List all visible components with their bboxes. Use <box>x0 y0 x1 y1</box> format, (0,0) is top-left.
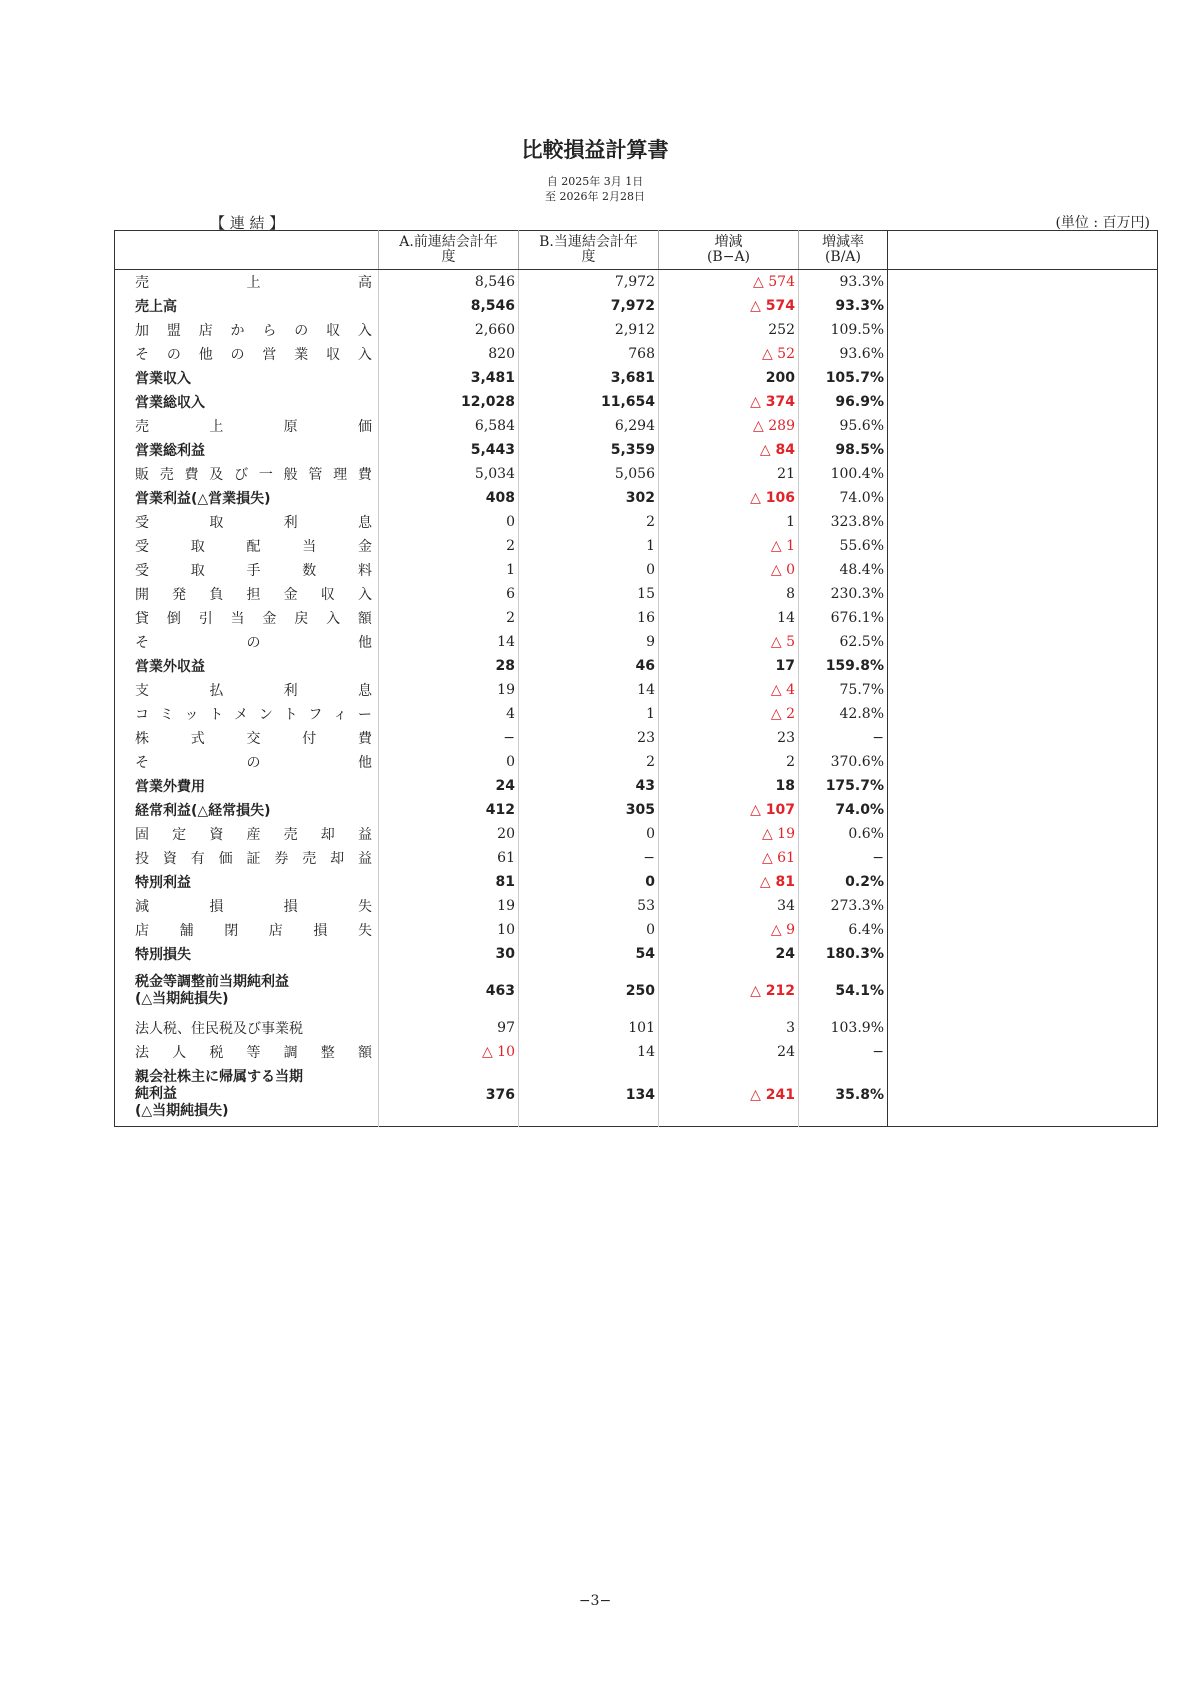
table-row <box>115 462 1158 486</box>
table-row <box>115 1040 1158 1064</box>
row-label: コ ミ ッ ト メ ン ト フ ィ ー <box>135 707 372 723</box>
cell-diff: △ 241 <box>659 1064 799 1126</box>
cell-rate: − <box>799 726 888 750</box>
table-row <box>115 942 1158 966</box>
cell-rate: 370.6% <box>799 750 888 774</box>
blank-cell <box>888 414 1158 438</box>
row-label: そ の 他 の 営 業 収 入 <box>135 347 372 363</box>
table-row <box>115 582 1158 606</box>
cell-a: 408 <box>379 486 519 510</box>
header-item <box>115 231 379 270</box>
row-label: 売 上 高 <box>135 275 372 291</box>
row-label: 法 人 税 等 調 整 額 <box>135 1045 372 1061</box>
header-prior-year: A.前連結会計年 度 <box>379 231 519 270</box>
cell-a: 8,546 <box>379 270 519 295</box>
cell-a: 14 <box>379 630 519 654</box>
cell-a: 19 <box>379 894 519 918</box>
blank-cell <box>888 1064 1158 1126</box>
cell-a: 6,584 <box>379 414 519 438</box>
cell-b: 302 <box>519 486 659 510</box>
cell-a: 412 <box>379 798 519 822</box>
blank-cell <box>888 750 1158 774</box>
table-row <box>115 438 1158 462</box>
cell-diff: 17 <box>659 654 799 678</box>
cell-rate: 159.8% <box>799 654 888 678</box>
cell-b: 53 <box>519 894 659 918</box>
row-label: 受 取 利 息 <box>135 515 372 531</box>
row-label: 経常利益(△経常損失) <box>135 803 271 819</box>
table-row <box>115 270 1158 295</box>
blank-cell <box>888 606 1158 630</box>
blank-cell <box>888 870 1158 894</box>
table-row <box>115 630 1158 654</box>
cell-a: 5,443 <box>379 438 519 462</box>
cell-a: 10 <box>379 918 519 942</box>
cell-b: 16 <box>519 606 659 630</box>
cell-b: 0 <box>519 822 659 846</box>
cell-rate: 75.7% <box>799 678 888 702</box>
cell-diff: 18 <box>659 774 799 798</box>
row-label: 親会社株主に帰属する当期 純利益 (△当期純損失) <box>135 1069 303 1120</box>
blank-cell <box>888 726 1158 750</box>
cell-rate: 180.3% <box>799 942 888 966</box>
table-row <box>115 366 1158 390</box>
table-row <box>115 294 1158 318</box>
blank-cell <box>888 438 1158 462</box>
cell-rate: 676.1% <box>799 606 888 630</box>
row-label: 支 払 利 息 <box>135 683 372 699</box>
cell-b: 7,972 <box>519 270 659 295</box>
cell-b: 11,654 <box>519 390 659 414</box>
period-to: 至 2026年 2月28日 <box>545 190 645 203</box>
cell-b: 1 <box>519 702 659 726</box>
cell-a: 2 <box>379 606 519 630</box>
cell-a: 1 <box>379 558 519 582</box>
blank-cell <box>888 966 1158 1016</box>
header-current-year: B.当連結会計年 度 <box>519 231 659 270</box>
cell-b: 305 <box>519 798 659 822</box>
cell-rate: 48.4% <box>799 558 888 582</box>
cell-a: 30 <box>379 942 519 966</box>
income-statement-table <box>114 230 1158 1127</box>
row-label: 営業利益(△営業損失) <box>135 491 271 507</box>
blank-cell <box>888 774 1158 798</box>
cell-diff: 2 <box>659 750 799 774</box>
table-row <box>115 1016 1158 1040</box>
table-row <box>115 1064 1158 1126</box>
cell-diff: 24 <box>659 942 799 966</box>
cell-diff: △ 1 <box>659 534 799 558</box>
cell-a: 97 <box>379 1016 519 1040</box>
cell-b: 5,359 <box>519 438 659 462</box>
table-row <box>115 822 1158 846</box>
cell-b: 768 <box>519 342 659 366</box>
cell-b: 54 <box>519 942 659 966</box>
row-label: 営業収入 <box>135 371 191 387</box>
row-label: 売 上 原 価 <box>135 419 372 435</box>
table-row <box>115 342 1158 366</box>
blank-cell <box>888 582 1158 606</box>
row-label: 開 発 負 担 金 収 入 <box>135 587 372 603</box>
cell-diff: △ 4 <box>659 678 799 702</box>
header-row <box>115 231 1158 270</box>
cell-b: 1 <box>519 534 659 558</box>
row-label: 受 取 手 数 料 <box>135 563 372 579</box>
row-label: 営業外費用 <box>135 779 205 795</box>
cell-a: 463 <box>379 966 519 1016</box>
cell-rate: 230.3% <box>799 582 888 606</box>
cell-rate: 74.0% <box>799 486 888 510</box>
cell-b: 134 <box>519 1064 659 1126</box>
cell-b: 0 <box>519 918 659 942</box>
cell-diff: △ 2 <box>659 702 799 726</box>
table-row <box>115 510 1158 534</box>
cell-b: 2 <box>519 750 659 774</box>
cell-diff: △ 52 <box>659 342 799 366</box>
cell-diff: 252 <box>659 318 799 342</box>
cell-b: 6,294 <box>519 414 659 438</box>
cell-a: 2 <box>379 534 519 558</box>
cell-rate: 93.3% <box>799 294 888 318</box>
cell-diff: △ 106 <box>659 486 799 510</box>
cell-diff: 24 <box>659 1040 799 1064</box>
cell-b: 15 <box>519 582 659 606</box>
cell-a: 12,028 <box>379 390 519 414</box>
cell-rate: 35.8% <box>799 1064 888 1126</box>
cell-a: 4 <box>379 702 519 726</box>
cell-diff: △ 84 <box>659 438 799 462</box>
cell-a: △ 10 <box>379 1040 519 1064</box>
cell-rate: 323.8% <box>799 510 888 534</box>
cell-b: 9 <box>519 630 659 654</box>
cell-b: 0 <box>519 558 659 582</box>
row-label: 営業総収入 <box>135 395 205 411</box>
cell-diff: △ 374 <box>659 390 799 414</box>
cell-diff: 8 <box>659 582 799 606</box>
blank-cell <box>888 630 1158 654</box>
cell-rate: 98.5% <box>799 438 888 462</box>
cell-a: 20 <box>379 822 519 846</box>
cell-a: 2,660 <box>379 318 519 342</box>
period-from: 自 2025年 3月 1日 <box>546 175 644 188</box>
blank-cell <box>888 534 1158 558</box>
scope-label: 【 連 結 】 <box>210 214 285 232</box>
table-row <box>115 966 1158 1016</box>
cell-rate: − <box>799 846 888 870</box>
cell-b: 5,056 <box>519 462 659 486</box>
cell-rate: − <box>799 1040 888 1064</box>
table-row <box>115 726 1158 750</box>
cell-a: 376 <box>379 1064 519 1126</box>
table-row <box>115 870 1158 894</box>
cell-b: 43 <box>519 774 659 798</box>
row-label: 受 取 配 当 金 <box>135 539 372 555</box>
cell-rate: 54.1% <box>799 966 888 1016</box>
cell-diff: △ 574 <box>659 270 799 295</box>
document-title: 比較損益計算書 <box>521 138 669 162</box>
page-number: −3− <box>578 1593 612 1609</box>
blank-cell <box>888 462 1158 486</box>
blank-cell <box>888 510 1158 534</box>
cell-diff: 14 <box>659 606 799 630</box>
blank-cell <box>888 654 1158 678</box>
table-row <box>115 318 1158 342</box>
cell-b: 14 <box>519 1040 659 1064</box>
cell-rate: 62.5% <box>799 630 888 654</box>
blank-cell <box>888 1016 1158 1040</box>
row-label: 法人税、住民税及び事業税 <box>135 1021 303 1037</box>
cell-b: 23 <box>519 726 659 750</box>
cell-diff: △ 574 <box>659 294 799 318</box>
cell-diff: △ 81 <box>659 870 799 894</box>
table-row <box>115 486 1158 510</box>
row-label: 営業総利益 <box>135 443 205 459</box>
cell-rate: 93.6% <box>799 342 888 366</box>
blank-cell <box>888 270 1158 295</box>
table-row <box>115 894 1158 918</box>
cell-rate: 95.6% <box>799 414 888 438</box>
cell-a: 28 <box>379 654 519 678</box>
blank-cell <box>888 942 1158 966</box>
cell-rate: 74.0% <box>799 798 888 822</box>
blank-cell <box>888 318 1158 342</box>
cell-b: 7,972 <box>519 294 659 318</box>
cell-diff: 34 <box>659 894 799 918</box>
cell-diff: △ 19 <box>659 822 799 846</box>
cell-a: 61 <box>379 846 519 870</box>
blank-cell <box>888 342 1158 366</box>
blank-cell <box>888 1040 1158 1064</box>
cell-rate: 93.3% <box>799 270 888 295</box>
cell-rate: 175.7% <box>799 774 888 798</box>
cell-a: 820 <box>379 342 519 366</box>
row-label: 貸 倒 引 当 金 戻 入 額 <box>135 611 372 627</box>
blank-cell <box>888 366 1158 390</box>
cell-diff: 1 <box>659 510 799 534</box>
blank-cell <box>888 918 1158 942</box>
cell-diff: △ 5 <box>659 630 799 654</box>
cell-rate: 6.4% <box>799 918 888 942</box>
cell-a: 6 <box>379 582 519 606</box>
cell-rate: 105.7% <box>799 366 888 390</box>
row-label: 特別利益 <box>135 875 191 891</box>
unit-label: (単位 : 百万円) <box>1055 215 1150 231</box>
cell-b: 101 <box>519 1016 659 1040</box>
table-row <box>115 846 1158 870</box>
table-row <box>115 798 1158 822</box>
cell-diff: 3 <box>659 1016 799 1040</box>
cell-diff: △ 0 <box>659 558 799 582</box>
table-row <box>115 414 1158 438</box>
blank-cell <box>888 798 1158 822</box>
cell-diff: △ 289 <box>659 414 799 438</box>
table-row <box>115 390 1158 414</box>
header-blank <box>888 231 1158 270</box>
row-label: そ の 他 <box>135 635 372 651</box>
row-label: 販 売 費 及 び 一 般 管 理 費 <box>135 467 372 483</box>
cell-a: 0 <box>379 510 519 534</box>
header-change-rate: 増減率 (B/A) <box>799 231 888 270</box>
blank-cell <box>888 558 1158 582</box>
cell-rate: 0.6% <box>799 822 888 846</box>
blank-cell <box>888 894 1158 918</box>
blank-cell <box>888 294 1158 318</box>
blank-cell <box>888 702 1158 726</box>
cell-a: 3,481 <box>379 366 519 390</box>
row-label: 株 式 交 付 費 <box>135 731 372 747</box>
row-label: 投 資 有 価 証 券 売 却 益 <box>135 851 372 867</box>
row-label: 店 舗 閉 店 損 失 <box>135 923 372 939</box>
cell-rate: 109.5% <box>799 318 888 342</box>
table-row <box>115 654 1158 678</box>
row-label: 税金等調整前当期純利益 (△当期純損失) <box>135 974 289 1007</box>
blank-cell <box>888 846 1158 870</box>
cell-diff: △ 9 <box>659 918 799 942</box>
cell-rate: 42.8% <box>799 702 888 726</box>
table-row <box>115 606 1158 630</box>
table-row <box>115 534 1158 558</box>
header-change: 増減 (B−A) <box>659 231 799 270</box>
cell-a: 0 <box>379 750 519 774</box>
blank-cell <box>888 678 1158 702</box>
table-row <box>115 558 1158 582</box>
table-row <box>115 702 1158 726</box>
table-row <box>115 918 1158 942</box>
cell-a: 81 <box>379 870 519 894</box>
cell-diff: 21 <box>659 462 799 486</box>
cell-rate: 100.4% <box>799 462 888 486</box>
cell-diff: △ 61 <box>659 846 799 870</box>
table-row <box>115 678 1158 702</box>
cell-diff: △ 212 <box>659 966 799 1016</box>
table-row <box>115 774 1158 798</box>
cell-a: 24 <box>379 774 519 798</box>
row-label: 特別損失 <box>135 947 191 963</box>
cell-a: 5,034 <box>379 462 519 486</box>
cell-b: − <box>519 846 659 870</box>
cell-diff: 200 <box>659 366 799 390</box>
blank-cell <box>888 390 1158 414</box>
cell-a: 19 <box>379 678 519 702</box>
cell-b: 46 <box>519 654 659 678</box>
row-label: 売上高 <box>135 299 177 315</box>
row-label: そ の 他 <box>135 755 372 771</box>
cell-b: 0 <box>519 870 659 894</box>
cell-rate: 0.2% <box>799 870 888 894</box>
table-row <box>115 750 1158 774</box>
cell-rate: 96.9% <box>799 390 888 414</box>
cell-b: 2,912 <box>519 318 659 342</box>
cell-rate: 55.6% <box>799 534 888 558</box>
row-label: 減 損 損 失 <box>135 899 372 915</box>
cell-b: 3,681 <box>519 366 659 390</box>
row-label: 固 定 資 産 売 却 益 <box>135 827 372 843</box>
cell-a: 8,546 <box>379 294 519 318</box>
cell-rate: 273.3% <box>799 894 888 918</box>
row-label: 加 盟 店 か ら の 収 入 <box>135 323 372 339</box>
cell-a: − <box>379 726 519 750</box>
blank-cell <box>888 822 1158 846</box>
cell-rate: 103.9% <box>799 1016 888 1040</box>
blank-cell <box>888 486 1158 510</box>
cell-diff: △ 107 <box>659 798 799 822</box>
row-label: 営業外収益 <box>135 659 205 675</box>
cell-b: 250 <box>519 966 659 1016</box>
cell-diff: 23 <box>659 726 799 750</box>
cell-b: 2 <box>519 510 659 534</box>
cell-b: 14 <box>519 678 659 702</box>
table-body <box>115 270 1158 1127</box>
